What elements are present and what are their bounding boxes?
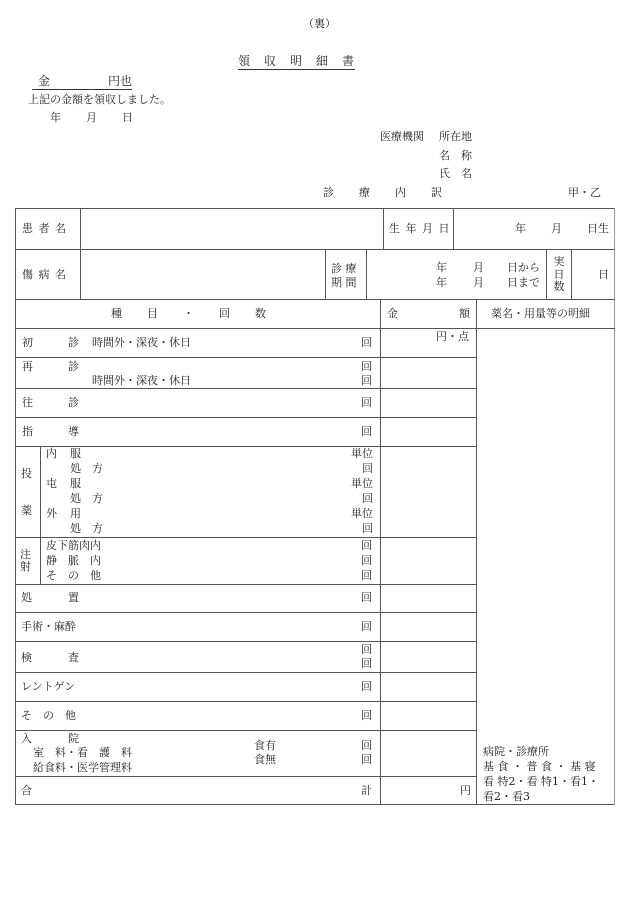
touyaku-line-b: 服 — [70, 447, 81, 460]
period-label-2: 期 間 — [331, 276, 357, 289]
disease-name-label: 傷 病 名 — [22, 268, 67, 281]
amount-cell-sonota[interactable] — [381, 702, 476, 730]
period-from-year: 年 — [436, 261, 447, 274]
row-saishin-unit-2: 回 — [361, 374, 372, 387]
row-xray-label: レントゲン — [21, 680, 76, 693]
period-label-1: 診 療 — [331, 262, 357, 275]
amount-cell-xray[interactable] — [381, 673, 476, 701]
touyaku-line-b: 処 — [70, 522, 81, 535]
row-nyuin-unit-2: 回 — [361, 753, 372, 766]
amount-cell-shoshin[interactable] — [381, 329, 476, 357]
amount-cell-shochi[interactable] — [381, 585, 476, 612]
row-saishin-label: 再 — [22, 360, 33, 373]
row-saishin-unit-1: 回 — [361, 360, 372, 373]
amount-cell-chusha[interactable] — [381, 538, 476, 584]
touyaku-line-c: 方 — [92, 462, 103, 475]
actual-days-unit: 日 — [598, 268, 609, 281]
row-shochi-label: 処 — [21, 591, 32, 604]
detail-note-line-2: 基 食 ・ 普 食 ・ 基 寝 — [483, 760, 596, 773]
date-month: 月 — [86, 111, 97, 124]
touyaku-line-c: 方 — [92, 492, 103, 505]
row-nyuin-meal-yes: 食有 — [254, 739, 276, 752]
row-touyaku-label: 投 — [21, 467, 32, 480]
kou-otsu: 甲・乙 — [568, 186, 601, 199]
birth-month: 月 — [551, 222, 562, 235]
touyaku-line-b: 処 — [70, 492, 81, 505]
touyaku-line-a: 屯 — [46, 477, 57, 490]
birthdate-field[interactable] — [454, 209, 614, 249]
amount-prefix: 金 — [38, 74, 51, 88]
received-text: 上記の金額を領収しました。 — [28, 93, 171, 106]
amount-cell-shidou[interactable] — [381, 418, 476, 446]
row-nyuin-unit-1: 回 — [361, 739, 372, 752]
row-shidou-label: 指 — [22, 425, 33, 438]
row-nyuin-meal-no: 食無 — [254, 753, 276, 766]
row-oushin-unit: 回 — [361, 396, 372, 409]
row-oushin-label: 往 — [22, 396, 33, 409]
row-chusha-label-b: 射 — [20, 560, 31, 573]
amount-cell-saishin[interactable] — [381, 358, 476, 388]
receipt-date — [50, 112, 135, 123]
touyaku-line-unit: 単位 — [351, 447, 373, 460]
touyaku-line-a: 内 — [46, 447, 57, 460]
touyaku-line-unit: 回 — [362, 522, 373, 535]
period-to-month: 月 — [473, 276, 484, 289]
institution-name-label: 名 称 — [439, 149, 472, 162]
column-detail-header: 薬名・用量等の明細 — [491, 307, 590, 320]
chusha-line-unit: 回 — [361, 554, 372, 567]
touyaku-line-unit: 回 — [362, 492, 373, 505]
touyaku-line-b: 用 — [70, 507, 81, 520]
row-total-label: 合 — [21, 784, 32, 797]
amount-cell-oushin[interactable] — [381, 389, 476, 417]
row-shidou-label-b: 導 — [68, 425, 79, 438]
row-kensa-unit-1: 回 — [361, 643, 372, 656]
birthdate-label: 生 年 月 日 — [389, 222, 451, 235]
total-amount-unit: 円 — [460, 784, 471, 797]
period-from-day: 日から — [507, 261, 540, 274]
detail-note-line-4: 看2・看3 — [483, 790, 530, 803]
row-nyuin-line-1: 室 料・看 護 料 — [33, 746, 132, 759]
row-shoshin-sub: 時間外・深夜・休日 — [92, 336, 191, 349]
document-title: 領 収 明 細 書 — [238, 54, 356, 68]
touyaku-line-b: 処 — [70, 462, 81, 475]
actual-days-field[interactable] — [572, 250, 614, 299]
patient-name-label: 患 者 名 — [22, 222, 67, 235]
column-item-header: 種 目 ・ 回 数 — [111, 307, 267, 320]
person-name-label: 氏 名 — [439, 167, 472, 180]
period-field[interactable] — [367, 250, 546, 299]
row-oushin-label-b: 診 — [68, 396, 79, 409]
chusha-line-label: 静 脈 内 — [46, 554, 101, 567]
row-shidou-unit: 回 — [361, 425, 372, 438]
row-nyuin-label: 入 — [21, 732, 32, 745]
row-kensa-label: 検 — [21, 651, 32, 664]
detail-area[interactable] — [477, 329, 614, 804]
birth-year: 年 — [515, 222, 526, 235]
amount-cell-kensa[interactable] — [381, 642, 476, 672]
amount-cell-touyaku[interactable] — [381, 447, 476, 537]
row-kensa-unit-2: 回 — [361, 657, 372, 670]
side-label: （裏） — [303, 17, 336, 30]
row-sonota-label: そ の 他 — [21, 709, 76, 722]
row-shoshin-unit: 回 — [361, 336, 372, 349]
touyaku-line-unit: 回 — [362, 462, 373, 475]
amount-cell-nyuin[interactable] — [381, 731, 476, 776]
actual-days-label: 実 日 数 — [553, 255, 565, 294]
touyaku-line-c: 方 — [92, 522, 103, 535]
institution-label: 医療機関 — [380, 130, 424, 143]
row-saishin-label-b: 診 — [68, 360, 79, 373]
detail-note-line-3: 看 特2・看 特1・看1・ — [483, 775, 599, 788]
row-shujutsu-unit: 回 — [361, 620, 372, 633]
row-nyuin-label-b: 院 — [68, 732, 79, 745]
row-shujutsu-label: 手術・麻酔 — [21, 620, 76, 633]
date-year: 年 — [50, 111, 61, 124]
row-touyaku-label-b: 薬 — [21, 504, 32, 517]
row-chusha-label: 注 — [20, 548, 31, 561]
amount-line — [32, 75, 132, 90]
row-shochi-unit: 回 — [361, 591, 372, 604]
period-to-day: 日まで — [507, 276, 540, 289]
row-shoshin-label-b: 診 — [68, 336, 79, 349]
touyaku-line-a: 外 — [46, 507, 57, 520]
amount-cell-shujutsu[interactable] — [381, 613, 476, 641]
row-sonota-unit: 回 — [361, 709, 372, 722]
date-day: 日 — [122, 111, 133, 124]
section-title: 診 療 内 訳 — [323, 186, 443, 199]
address-label: 所在地 — [439, 130, 472, 143]
chusha-line-label: そ の 他 — [46, 569, 101, 582]
row-total-label-b: 計 — [361, 784, 372, 797]
period-from-month: 月 — [473, 261, 484, 274]
column-amount-header-left: 金 — [387, 307, 398, 320]
period-to-year: 年 — [436, 276, 447, 289]
row-shochi-label-b: 置 — [68, 591, 79, 604]
row-shoshin-label: 初 — [22, 336, 33, 349]
amount-suffix: 円也 — [107, 74, 132, 88]
chusha-line-unit: 回 — [361, 569, 372, 582]
amount-unit-label: 円・点 — [436, 330, 469, 343]
amount-cell-total[interactable] — [381, 777, 476, 804]
touyaku-line-unit: 単位 — [351, 507, 373, 520]
chusha-line-unit: 回 — [361, 539, 372, 552]
row-saishin-sub: 時間外・深夜・休日 — [92, 374, 191, 387]
column-amount-header-right: 額 — [459, 307, 470, 320]
disease-name-field[interactable] — [81, 250, 325, 299]
row-xray-unit: 回 — [361, 680, 372, 693]
detail-note-line-1: 病院・診療所 — [483, 745, 549, 758]
row-kensa-label-b: 査 — [68, 651, 79, 664]
birth-day: 日生 — [587, 222, 609, 235]
chusha-line-label: 皮下筋肉内 — [46, 539, 101, 552]
patient-name-field[interactable] — [81, 209, 383, 249]
touyaku-line-unit: 単位 — [351, 477, 373, 490]
row-nyuin-line-2: 給食料・医学管理料 — [33, 761, 132, 774]
touyaku-line-b: 服 — [70, 477, 81, 490]
